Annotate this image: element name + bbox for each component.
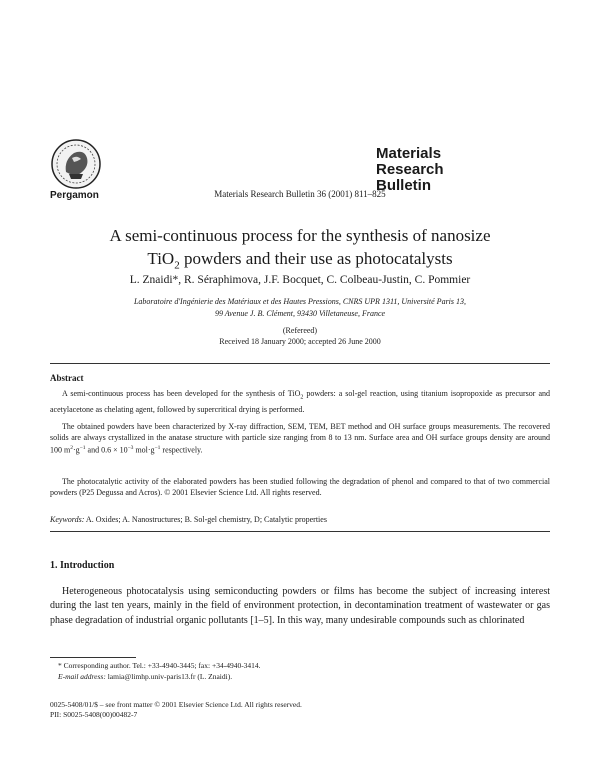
article-title [40, 224, 560, 277]
pii-line: PII: S0025-5408(00)00482-7 [50, 710, 138, 719]
title-line-2: TiO$_2$ powders and their use as photocatalysts [147, 249, 453, 272]
section-heading-introduction: 1. Introduction [50, 560, 115, 571]
publisher-name: Pergamon [50, 190, 99, 201]
review-status: (Refereed) Received 18 January 2000; accepted 26 June 2000 [0, 325, 600, 347]
author-list: L. Znaidi*, R. Séraphimova, J.F. Bocquet, C. Colbeau-Justin, C. Pommier [129, 274, 471, 286]
footnote-corresponding-author: * Corresponding author. Tel.: +33-4940-3445; fax: +34-4940-3414. [58, 661, 261, 670]
publisher-logo [48, 138, 104, 190]
abstract-paragraph-2: The obtained powders have been characterized by X-ray diffraction, SEM, TEM, BET method and OH surface groups measurements. The recovered solids are always crystallized in the anatase structure with particle size ranging from 8 to 13 nm. Surface area and OH surface groups density are around 100 $m^2\cdot g^{-1}$ and $0.6 \times 10^{-3}$ $mol\cdot g^{-1}$ respectively. [50, 422, 550, 456]
received-dates: Received 18 January 2000; accepted 26 June 2000 [219, 337, 381, 346]
affiliation: Laboratoire d'Ingénierie des Matériaux et des Hautes Pressions, CNRS UPR 1311, Université Paris 13, 99 Avenue J. B. Clément, 93430 Villetaneuse, France [133, 297, 467, 318]
journal-line: Materials [376, 145, 442, 162]
journal-logo-text [376, 146, 444, 194]
journal-line: Research [376, 161, 444, 178]
keywords: Keywords: A. Oxides; A. Nanostructures; B. Sol-gel chemistry, D; Catalytic properties [50, 515, 327, 524]
abstract-top-rule [50, 363, 550, 364]
journal-citation: Materials Research Bulletin 36 (2001) 811–825 [214, 189, 386, 199]
issn-line: 0025-5408/01/$ – see front matter © 2001 Elsevier Science Ltd. All rights reserved. [50, 700, 302, 709]
abstract-bottom-rule [50, 531, 550, 532]
abstract-paragraph-1: A semi-continuous process has been developed for the synthesis of TiO$_2$ powders: a sol-gel reaction, using titanium isopropoxide as precursor and acetylacetone as chelating agent, followed by supercritical drying is performed. [50, 389, 551, 414]
abstract-paragraph-3: The photocatalytic activity of the elaborated powders has been studied following the degradation of phenol and compared to that of two commercial powders (P25 Degussa and Acros). © 2001 Elsevier Science Ltd. All rights reserved. [50, 477, 550, 498]
footnote-rule [50, 657, 136, 658]
footnote-email: E-mail address: lamia@limhp.univ-paris13.fr (L. Znaidi). [58, 672, 233, 681]
introduction-text: Heterogeneous photocatalysis using semiconducting powders or films has become the subject of increasing interest during the last ten years, mainly in the field of environment protection, in decontamination treatment of wastewater or gas phase degradation of industrial organic pollutants [1–5]. In this way, many undesirable compounds such as chlorinated [50, 586, 550, 626]
title-line-1: A semi-continuous process for the synthesis of nanosize [109, 226, 491, 245]
journal-line: Bulletin [376, 177, 431, 194]
abstract-heading: Abstract [50, 373, 84, 383]
